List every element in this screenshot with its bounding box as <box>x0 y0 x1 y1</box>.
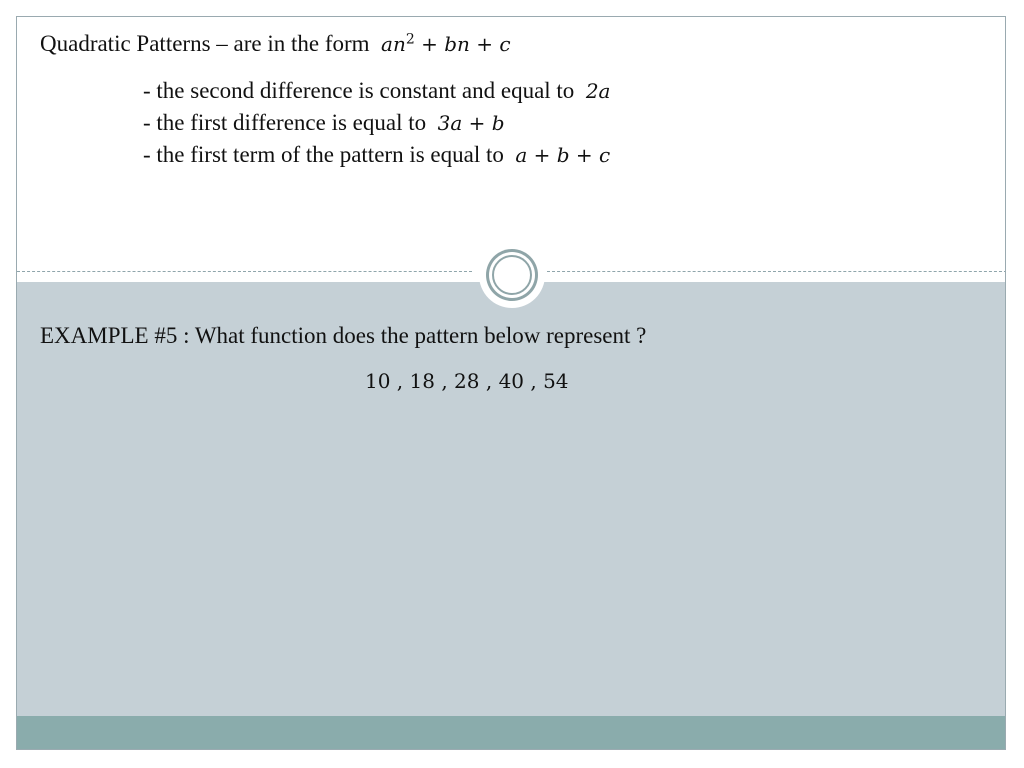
divider-left <box>17 271 472 272</box>
example-question: EXAMPLE #5 : What function does the pattern below represent ? <box>40 323 647 348</box>
bullet-formula: 3a + b <box>437 111 505 135</box>
bullet-formula: a + b + c <box>515 143 611 167</box>
bullet-item: - the first difference is equal to 3a + b <box>143 110 505 135</box>
bullet-formula: 2a <box>585 79 611 103</box>
divider-circle-ornament <box>479 242 545 308</box>
title-formula: $an^2$ + bn + c <box>381 31 511 56</box>
title-text: Quadratic Patterns – are in the form <box>40 31 370 56</box>
divider-right <box>547 271 1006 272</box>
slide-footer-bar <box>17 716 1005 750</box>
number-sequence: 10 , 18 , 28 , 40 , 54 <box>365 369 569 393</box>
slide <box>16 16 1006 750</box>
slide-title <box>40 31 511 57</box>
bullet-item: - the second difference is constant and equal to 2a <box>143 78 611 103</box>
bullet-item: - the first term of the pattern is equal to a + b + c <box>143 142 611 167</box>
bullet-list <box>143 75 610 171</box>
